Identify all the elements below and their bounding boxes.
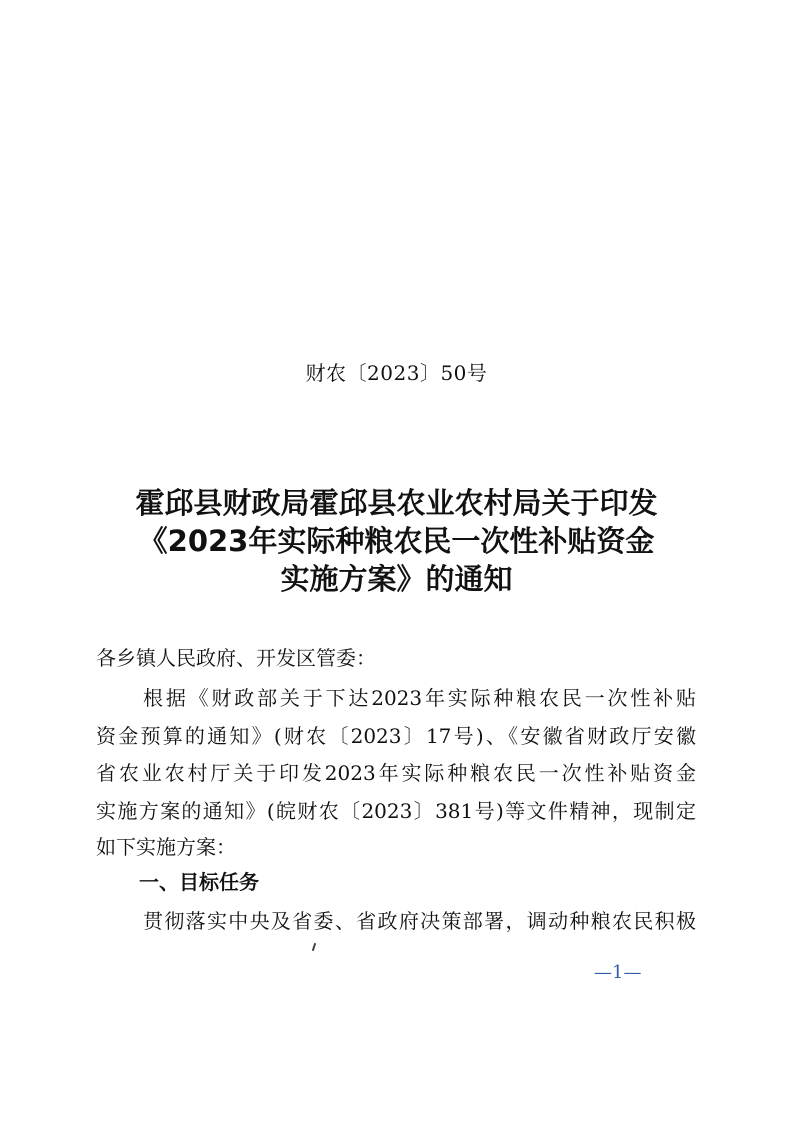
title-line-3: 实施方案》的通知 [280, 562, 513, 596]
section-text: 贯彻落实中央及省委、省政府决策部署，调动种粮农民积极 [143, 909, 696, 933]
document-title [0, 484, 793, 598]
paragraph-line: 实施方案的通知》(皖财农〔2023〕381号)等文件精神，现制定 [96, 799, 696, 823]
paragraph-line: 根据《财政部关于下达2023年实际种粮农民一次性补贴 [143, 686, 696, 710]
salutation: 各乡镇人民政府、开发区管委： [96, 646, 376, 670]
paragraph-line: 资金预算的通知》(财农〔2023〕17号)、《安徽省财政厅安徽 [96, 724, 696, 748]
stray-mark [312, 943, 316, 951]
document-number: 财农〔2023〕50号 [305, 361, 488, 385]
section-heading: 一、目标任务 [139, 870, 259, 894]
paragraph-line: 如下实施方案： [96, 835, 236, 859]
title-line-2: 《2023年实际种粮农民一次性补贴资金 [138, 524, 655, 558]
paragraph-line: 省农业农村厅关于印发2023年实际种粮农民一次性补贴资金 [96, 761, 696, 785]
page-number: —1— [594, 962, 642, 983]
title-line-1: 霍邱县财政局霍邱县农业农村局关于印发 [135, 486, 658, 520]
